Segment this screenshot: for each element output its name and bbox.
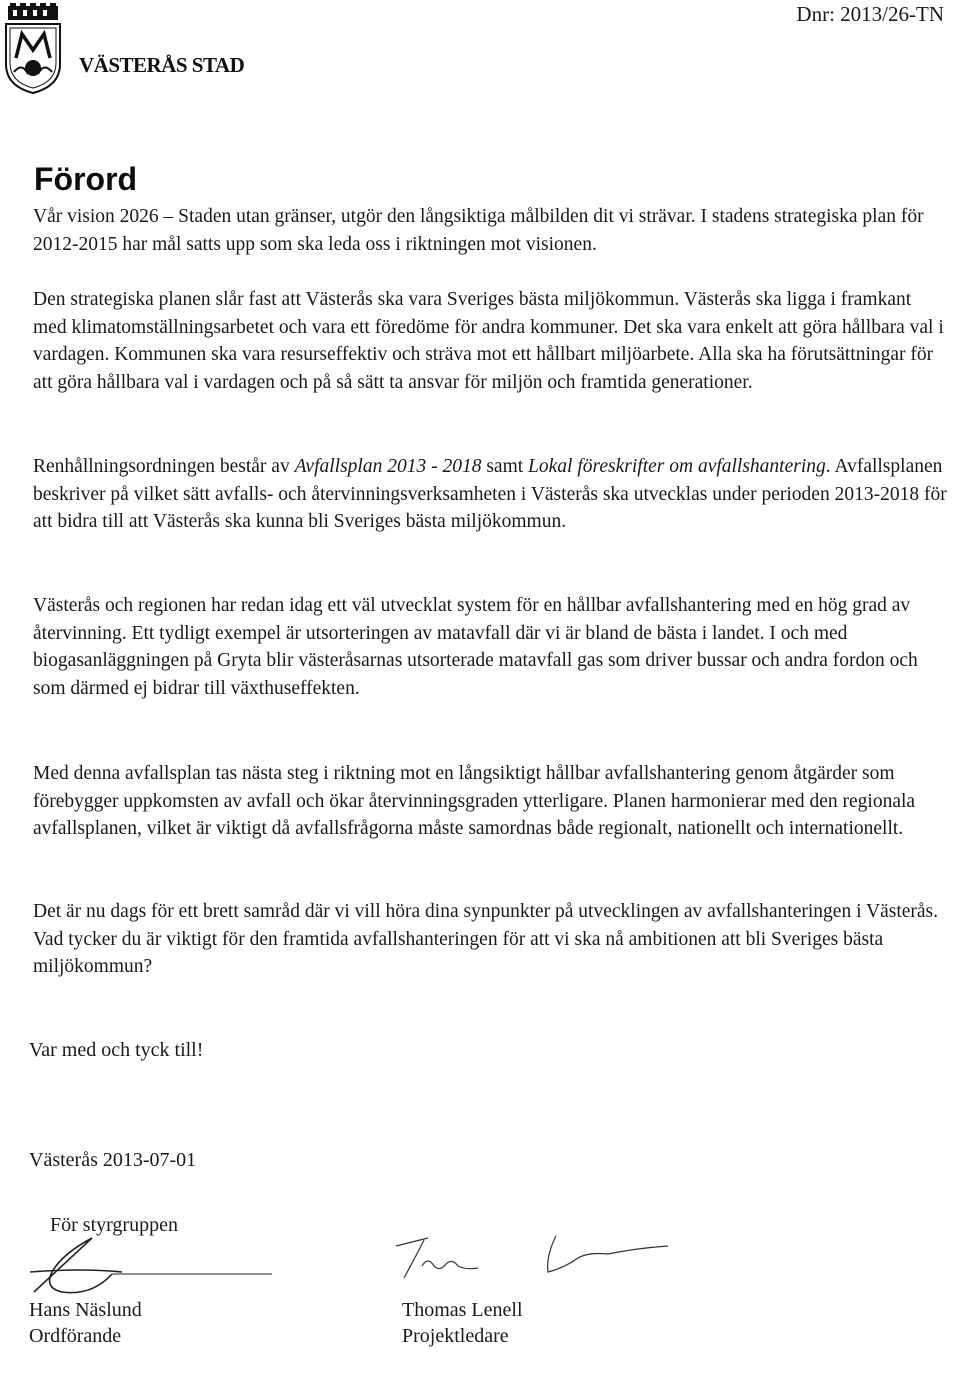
city-crest-icon [2, 2, 64, 96]
org-name: VÄSTERÅS STAD [79, 53, 245, 77]
signature-thomas-lenell [388, 1226, 678, 1288]
paragraph-region: Västerås och regionen har redan idag ett väl utvecklat system för en hållbar avfallshantering med en hög grad av återvinning. Ett tydligt exempel är utsorteringen av matavfall där vi är bland de bästa i landet. I och med biogasanläggningen på Gryta blir västeråsarnas utsorterade matavfall gas som driver bussar och andra fordon och som därmed ej bidrar till växthuseffekten. [33, 595, 918, 699]
page-title: Förord [34, 161, 138, 197]
signatory-right-role: Projektledare [402, 1325, 509, 1347]
signatory-right-name: Thomas Lenell [402, 1299, 523, 1321]
signature-hans-naslund [22, 1232, 282, 1304]
paragraph-consultation: Det är nu dags för ett brett samråd där vi vill höra dina synpunkter på utvecklingen av avfallshanteringen i Västerås. Vad tycker du är viktigt för den framtida avfallshanteringen för att vi ska nå ambitionen att bli Sveriges bästa miljökommun? [33, 901, 939, 977]
signature-group-label: För styrgruppen [50, 1214, 178, 1236]
paragraph-renhallningsordning [33, 453, 948, 536]
signatory-left-name: Hans Näslund [29, 1299, 142, 1321]
p3-mid: samt [481, 456, 529, 477]
closing-line: Var med och tyck till! [29, 1039, 204, 1061]
paragraph-next-step: Med denna avfallsplan tas nästa steg i riktning mot en långsiktigt hållbar avfallshantering genom åtgärder som förebygger uppkomsten av avfall och ökar återvinningsgraden ytterligare. Planen harmonierar med den regionala avfallsplanen, vilket är viktigt då avfallsfrågorna måste samordnas både regionalt, nationellt och internationellt. [33, 763, 916, 839]
paragraph-strategic-plan: Den strategiska planen slår fast att Västerås ska vara Sveriges bästa miljökommun. Västerås ska ligga i framkant med klimatomställningsarbetet och vara ett föredöme för andra kommuner. Det ska vara enkelt att göra hållbara val i vardagen. Kommunen ska vara resurseffektiv och sträva mot ett hållbart miljöarbete. Alla ska ha förutsättningar för att göra hållbara val i vardagen och på så sätt ta ansvar för miljön och framtida generationer. [33, 289, 944, 393]
p3-rest: . Avfallsplanen beskriver på vilket sätt avfalls- och återvinningsverksamheten i Västerås ska utvecklas under perioden 2013-2018 för att bidra till att Västerås ska kunna bli Sveriges bästa miljökommun. [33, 456, 947, 532]
doc-title-foreskrifter: Lokal föreskrifter om avfallshantering [528, 456, 826, 477]
p3-intro: Renhållningsordningen består av [33, 456, 295, 477]
paragraph-vision: Vår vision 2026 – Staden utan gränser, utgör den långsiktiga målbilden dit vi strävar. I stadens strategiska plan för 2012-2015 har mål satts upp som ska leda oss i riktningen mot visionen. [33, 206, 924, 255]
signatory-left-role: Ordförande [29, 1325, 122, 1347]
place-date: Västerås 2013-07-01 [29, 1149, 197, 1171]
document-number: Dnr: 2013/26-TN [796, 2, 944, 26]
doc-title-avfallsplan: Avfallsplan 2013 - 2018 [294, 456, 482, 477]
